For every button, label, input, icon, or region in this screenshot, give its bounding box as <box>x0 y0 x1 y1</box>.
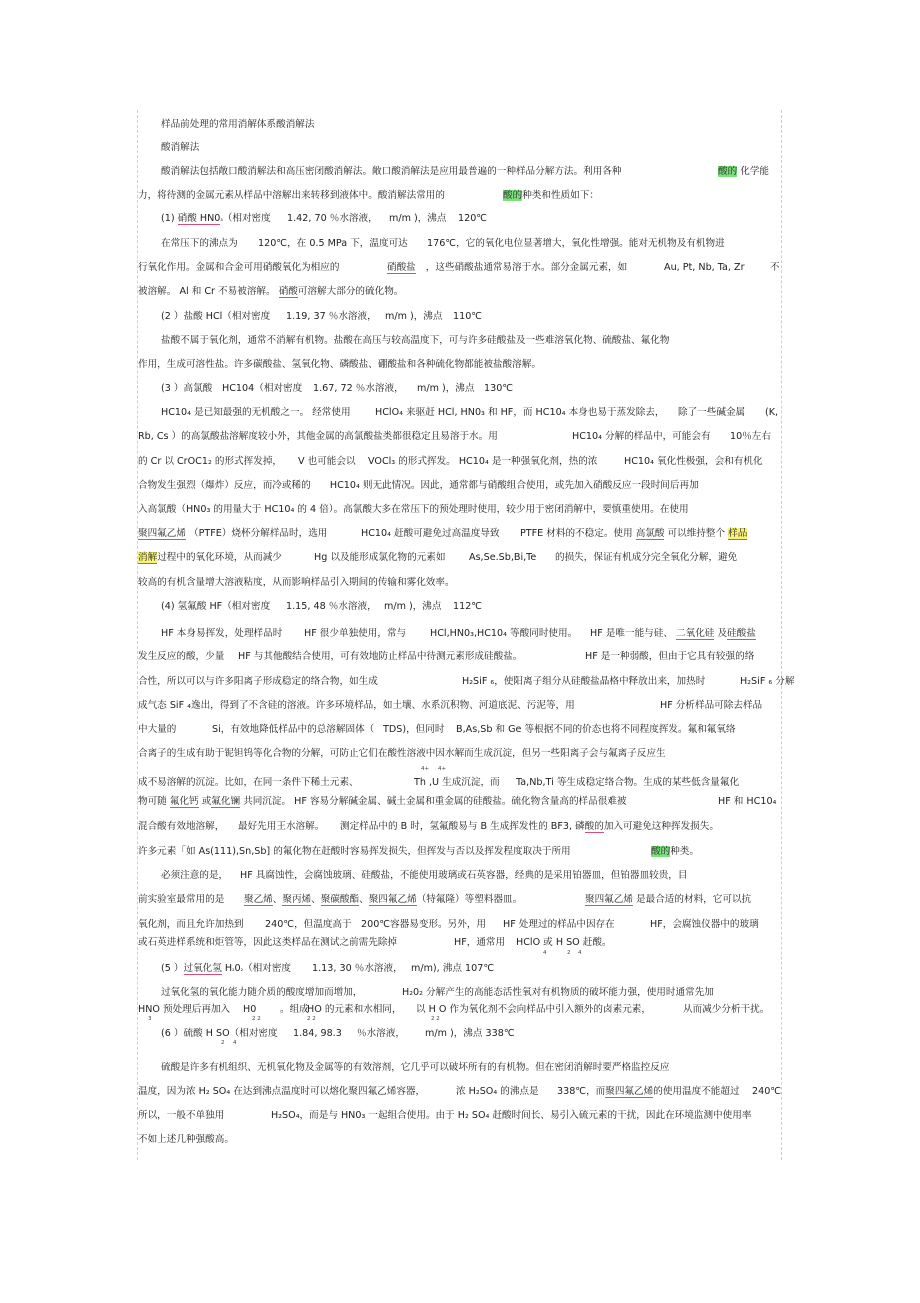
paragraph-line: HO 的元素和水相同， <box>307 1004 402 1015</box>
paragraph-line: HF 和 HC10₄ <box>718 796 777 807</box>
paragraph-line: HF 很少单独使用，常与 <box>304 628 407 639</box>
subscript: 3 <box>148 1016 152 1022</box>
paragraph-line: HC10₄ 分解的样品中，可能会有 <box>572 431 711 442</box>
paragraph-line: 被溶解。 Al 和 Cr 不易被溶解。 硝酸可溶解大部分的硫化物。 <box>138 286 404 297</box>
acid-heading-hclo4: (3 ）高氯酸 <box>161 383 213 394</box>
subscript: 4 <box>233 1040 237 1046</box>
paragraph-line: 所以，一般不单独用 <box>138 1110 225 1121</box>
paragraph-line: Hg 以及能形成氯化物的元素如 <box>314 552 446 563</box>
paragraph-line: 240℃ <box>752 1086 782 1097</box>
paragraph-line: HNO 预处理后再加入 <box>138 1004 231 1015</box>
paragraph-line: B,As,Sb 和 Ge 等根据不同的价态也将不同程度挥发。氟和氟氧络 <box>456 724 736 735</box>
paragraph-line: 在常压下的沸点为 <box>161 238 238 249</box>
right-margin-guide <box>781 110 782 1160</box>
paragraph-line: H₂SO₄，而是与 HN0₃ 一起组合使用。由于 H₂ SO₄ 赶酸时间长、易引入硫元素的干扰，因此在环境监测中使用率 <box>271 1110 752 1121</box>
paragraph-line: V 也可能会以 <box>298 456 356 467</box>
acid-heading-hclo4: 130℃ <box>484 383 514 394</box>
paragraph-line: 硫酸是许多有机组织、无机氧化物及金属等的有效溶剂，它几乎可以破坏所有的有机物。但在密闭消解时要严格监控反应 <box>161 1062 670 1073</box>
paragraph-line: HC10₄ 氧化性极强，会和有机化 <box>624 456 763 467</box>
highlight: 酸的 <box>651 846 671 857</box>
acid-heading-hf: 112℃ <box>453 601 483 612</box>
paragraph-line: Rb, Cs ）的高氯酸盐溶解度较小外，其他金属的高氯酸盐类都很稳定且易溶于水。用 <box>138 431 498 442</box>
paragraph-line: 发生反应的酸，少量 <box>138 651 225 662</box>
paragraph-line: 200℃容器易变形。另外，用 <box>361 919 487 930</box>
paragraph-line: HC10₄ 是已知最强的无机酸之一。 经常使用 <box>161 407 351 418</box>
paragraph-line: 物可随 氟化钙 或氟化镧 共同沉淀。 HF 容易分解碱金属、碱土金属和重金属的硅酸盐。硫化物含量高的样品很难被 <box>138 796 627 807</box>
acid-heading-hcl: m/m )，沸点 <box>385 311 443 322</box>
paragraph-line: Si，有效地降低样品中的总溶解固体（ <box>212 724 375 735</box>
highlight: 酸的 <box>718 166 738 177</box>
paragraph-line: Th ,U 生成沉淀，而 <box>414 777 500 788</box>
paragraph-line: HF，会腐蚀仪器中的玻璃 <box>650 919 759 930</box>
acid-heading-hcl: 110℃ <box>453 311 483 322</box>
paragraph-line: 酸消解法包括敞口酸消解法和高压密闭酸消解法。敞口酸消解法是应用最普遍的一种样品分解方法。利用各种 <box>161 166 622 177</box>
paragraph-line: 入高氯酸（HN0₃ 的用量大于 HC10₄ 的 4 倍）。高氯酸大多在常压下的预处理时使用，较少用于密闭消解中，要慎重使用。在使用 <box>138 504 689 515</box>
subscript: 2 2 <box>431 1016 440 1022</box>
acid-heading-h2so4: 1.84, 98.3 <box>293 1028 342 1039</box>
acid-heading-h2o2: (5 ）过氧化氢 H₂0₂（相对密度 <box>161 963 292 974</box>
highlight: 消解 <box>138 552 158 563</box>
paragraph-line: HF 分析样品可除去样品 <box>660 700 763 711</box>
subscript: 2 <box>567 950 571 956</box>
paragraph-line: 不 <box>770 262 780 273</box>
paragraph-line: 作用，生成可溶性盐。许多碳酸盐、氢氧化物、磷酸盐、硼酸盐和各种硫化物都能被盐酸溶解。 <box>138 359 541 370</box>
paragraph-line: 混合酸有效地溶解， <box>138 821 225 832</box>
paragraph-line: VOCl₃ 的形式挥发。 HC10₄ 是一种强氧化剂，热的浓 <box>368 456 598 467</box>
paragraph-line: HF，通常用 <box>454 937 506 948</box>
paragraph-line: 最好先用王水溶解。 <box>238 821 325 832</box>
acid-heading-hno3: 120℃ <box>458 213 488 224</box>
acid-heading-h2so4: ％水溶液， <box>357 1028 405 1039</box>
paragraph-line: H₂SiF ₆ 分解 <box>740 676 795 687</box>
paragraph-line: 酸的 化学能 <box>718 166 770 177</box>
paragraph-line: Ta,Nb,Ti 等生成稳定络合物。生成的某些低含量氟化 <box>516 777 740 788</box>
acid-heading-hcl: (2 ）盐酸 HCl（相对密度 <box>161 311 271 322</box>
paragraph-line: H₂SiF ₆，使阳离子组分从硅酸盐晶格中释放出来，加热时 <box>462 676 706 687</box>
paragraph-line: 以 H O 作为氧化剂不会向样品中引入额外的卤素元素， <box>416 1004 651 1015</box>
paragraph-line: 温度，因为浓 H₂ SO₄ 在达到沸点温度时可以熔化聚四氟乙烯容器， <box>138 1086 426 1097</box>
acid-heading-hclo4: 1.67, 72 ％水溶液， <box>313 383 404 394</box>
paragraph-line: 。组成 <box>280 1004 309 1015</box>
paragraph-line: HClO₄ 来驱赶 HCl, HN0₃ 和 HF，而 HC10₄ 本身也易于蒸发除去， <box>375 407 665 418</box>
paragraph-line: 测定样品中的 B 时，氢氟酸易与 B 生成挥发性的 BF3, 磷酸的加入可避免这种挥发损失。 <box>340 821 719 832</box>
acid-heading-hno3: m/m )，沸点 <box>389 213 447 224</box>
paragraph-line: 合物发生强烈（爆炸）反应，而冷或稀的 HC10₄ 则无此情况。因此，通常都与硝酸组合使用，或先加入硝酸反应一段时间后再加 <box>138 480 699 491</box>
paragraph-line: HF 是唯一能与硅、 二氧化硅 及硅酸盐 <box>590 628 756 639</box>
paragraph-line: 338℃，而聚四氟乙烯的使用温度不能超过 <box>557 1086 740 1097</box>
paragraph-line: HF 处理过的样品中因存在 <box>503 919 615 930</box>
paragraph-line: HClO 或 H SO 赶酸。 <box>516 937 612 948</box>
paragraph-line: 从而减少分析干扰。 <box>683 1004 770 1015</box>
paragraph-line: 前实验室最常用的是 <box>138 894 225 905</box>
paragraph-line: TDS)，但同时 <box>383 724 445 735</box>
paragraph-line: HCl,HN0₃,HC10₄ 等酸同时使用。 <box>430 628 578 639</box>
doc-title: 样品前处理的常用消解体系酸消解法 <box>161 119 315 130</box>
paragraph-line: 的损失，保证有机成分完全氧化分解，避免 <box>555 552 738 563</box>
paragraph-line: (K, <box>765 407 779 418</box>
acid-heading-hclo4: m/m )，沸点 <box>417 383 475 394</box>
paragraph-line: 合离子的生成有助于铌钽钨等化合物的分解，可防止它们在酸性溶液中因水解而生成沉淀，但另一些阳离子会与氟离子反应生 <box>138 748 666 759</box>
paragraph-line: 力，将待测的金属元素从样品中溶解出来转移到液体中。酸消解法常用的 酸的种类和性质如下： <box>138 190 599 201</box>
subscript: 4 <box>578 950 582 956</box>
paragraph-line: 氧化剂，而且允许加热到 <box>138 919 244 930</box>
paragraph-line: HC10₄ 赶酸可避免过高温度导致 <box>361 528 500 539</box>
paragraph-line: 合性，所以可以与许多阳离子形成稳定的络合物，如生成 <box>138 676 378 687</box>
acid-heading-hcl: 1.19, 37 ％水溶液， <box>286 311 377 322</box>
paragraph-line: 或石英进样系统和炬管等，因此这类样品在测试之前需先除掉 <box>138 937 398 948</box>
paragraph-line: HF 与其他酸结合使用，可有效地防止样品中待测元素形成硅酸盐。 <box>238 651 523 662</box>
paragraph-line: 硝酸盐 ，这些硝酸盐通常易溶于水。部分金属元素，如 <box>387 262 628 273</box>
acid-heading-hno3: (1) 硝酸 HN0₃（相对密度 <box>161 213 271 224</box>
paragraph-line: Au, Pt, Nb, Ta, Zr <box>664 262 745 273</box>
paragraph-line: 消解过程中的氧化环境，从而减少 <box>138 552 282 563</box>
subscript: 2 2 <box>307 1016 316 1022</box>
acid-heading-h2so4: m/m )，沸点 338℃ <box>425 1028 515 1039</box>
paragraph-line: 许多元素「如 As(111),Sn,Sb] 的氟化物在赶酸时容易挥发损失，但挥发与否以及挥发程度取决于所用 <box>138 846 571 857</box>
acid-heading-hclo4: HC104（相对密度 <box>222 383 303 394</box>
paragraph-line: H₂0₂ 分解产生的高能态活性氧对有机物质的破坏能力强，使用时通常先加 <box>402 987 714 998</box>
subscript: 2 <box>221 1040 225 1046</box>
paragraph-line: 成不易溶解的沉淀。比如，在同一条件下稀土元素、 <box>138 777 359 788</box>
paragraph-line: 较高的有机含量增大溶液粘度，从而影响样品引入期间的传输和雾化效率。 <box>138 577 455 588</box>
acid-heading-hf: m/m )，沸点 <box>384 601 442 612</box>
acid-heading-hf: (4) 氢氟酸 HF（相对密度 <box>161 601 271 612</box>
paragraph-line: 成气态 SiF ₄逸出，得到了不含硅的溶液。许多环境样品，如土壤、水系沉积物、河道底泥、污泥等，用 <box>138 700 575 711</box>
highlight: 酸的 <box>503 190 523 201</box>
paragraph-line: 必须注意的是， <box>161 870 229 881</box>
superscript: 4+ <box>438 766 447 772</box>
paragraph-line: 聚四氟乙烯 是最合适的材料，它可以抗 <box>585 894 752 905</box>
paragraph-line: 浓 H₂SO₄ 的沸点是 <box>456 1086 539 1097</box>
paragraph-line: 过氧化氢的氧化能力随介质的酸度增加而增加， <box>161 987 363 998</box>
paragraph-line: 120℃，在 0.5 MPa 下，温度可达 <box>258 238 408 249</box>
acid-heading-h2o2: 1.13, 30 ％水溶液， <box>312 963 403 974</box>
paragraph-line: 行氧化作用。金属和合金可用硝酸氧化为相应的 <box>138 262 340 273</box>
section-heading: 酸消解法 <box>161 142 200 153</box>
paragraph-line: PTFE 材料的不稳定。使用 高氯酸 可以维持整个 样品 <box>520 528 748 539</box>
paragraph-line: H0 <box>243 1004 257 1015</box>
paragraph-line: 酸的种类。 <box>651 846 699 857</box>
paragraph-line: As,Se.Sb,Bi,Te <box>469 552 537 563</box>
subscript: 2 2 <box>252 1016 261 1022</box>
paragraph-line: 的 Cr 以 CrOC1₂ 的形式挥发掉， <box>138 456 283 467</box>
paragraph-line: 10％左右 <box>730 431 771 442</box>
subscript: 4 <box>543 950 547 956</box>
paragraph-line: HF 本身易挥发，处理样品时 <box>161 628 283 639</box>
paragraph-line: 240℃，但温度高于 <box>265 919 352 930</box>
highlight: 样品 <box>728 528 748 539</box>
paragraph-line: HF 是一种弱酸，但由于它具有较强的络 <box>585 651 755 662</box>
paragraph-line: 聚四氟乙烯 （PTFE）烧杯分解样品时，选用 <box>138 528 328 539</box>
paragraph-line: 不如上述几种强酸高。 <box>138 1134 234 1145</box>
acid-heading-hf: 1.15, 48 ％水溶液， <box>286 601 377 612</box>
paragraph-line: 176℃，它的氧化电位显著增大，氧化性增强。能对无机物及有机物进 <box>427 238 725 249</box>
acid-heading-h2so4: (6 ）硫酸 H SO（相对密度 <box>161 1028 278 1039</box>
paragraph-line: 聚乙烯、聚丙烯、聚碳酸酯、聚四氟乙烯（特氟隆）等塑料器皿。 <box>244 894 523 905</box>
paragraph-line: 盐酸不属于氧化剂，通常不消解有机物。盐酸在高压与较高温度下，可与许多硅酸盐及一些难溶氧化物、硫酸盐、氟化物 <box>161 335 670 346</box>
acid-heading-hno3: 1.42, 70 ％水溶液， <box>287 213 378 224</box>
paragraph-line: HF 具腐蚀性，会腐蚀玻璃、硅酸盐，不能使用玻璃或石英容器，经典的是采用铂器皿，但铂器皿较贵，目 <box>240 870 688 881</box>
paragraph-line: 中大量的 <box>138 724 177 735</box>
paragraph-line: 除了一些碱金属 <box>678 407 746 418</box>
superscript: 4+ <box>421 766 430 772</box>
acid-heading-h2o2: m/m), 沸点 107℃ <box>411 963 495 974</box>
